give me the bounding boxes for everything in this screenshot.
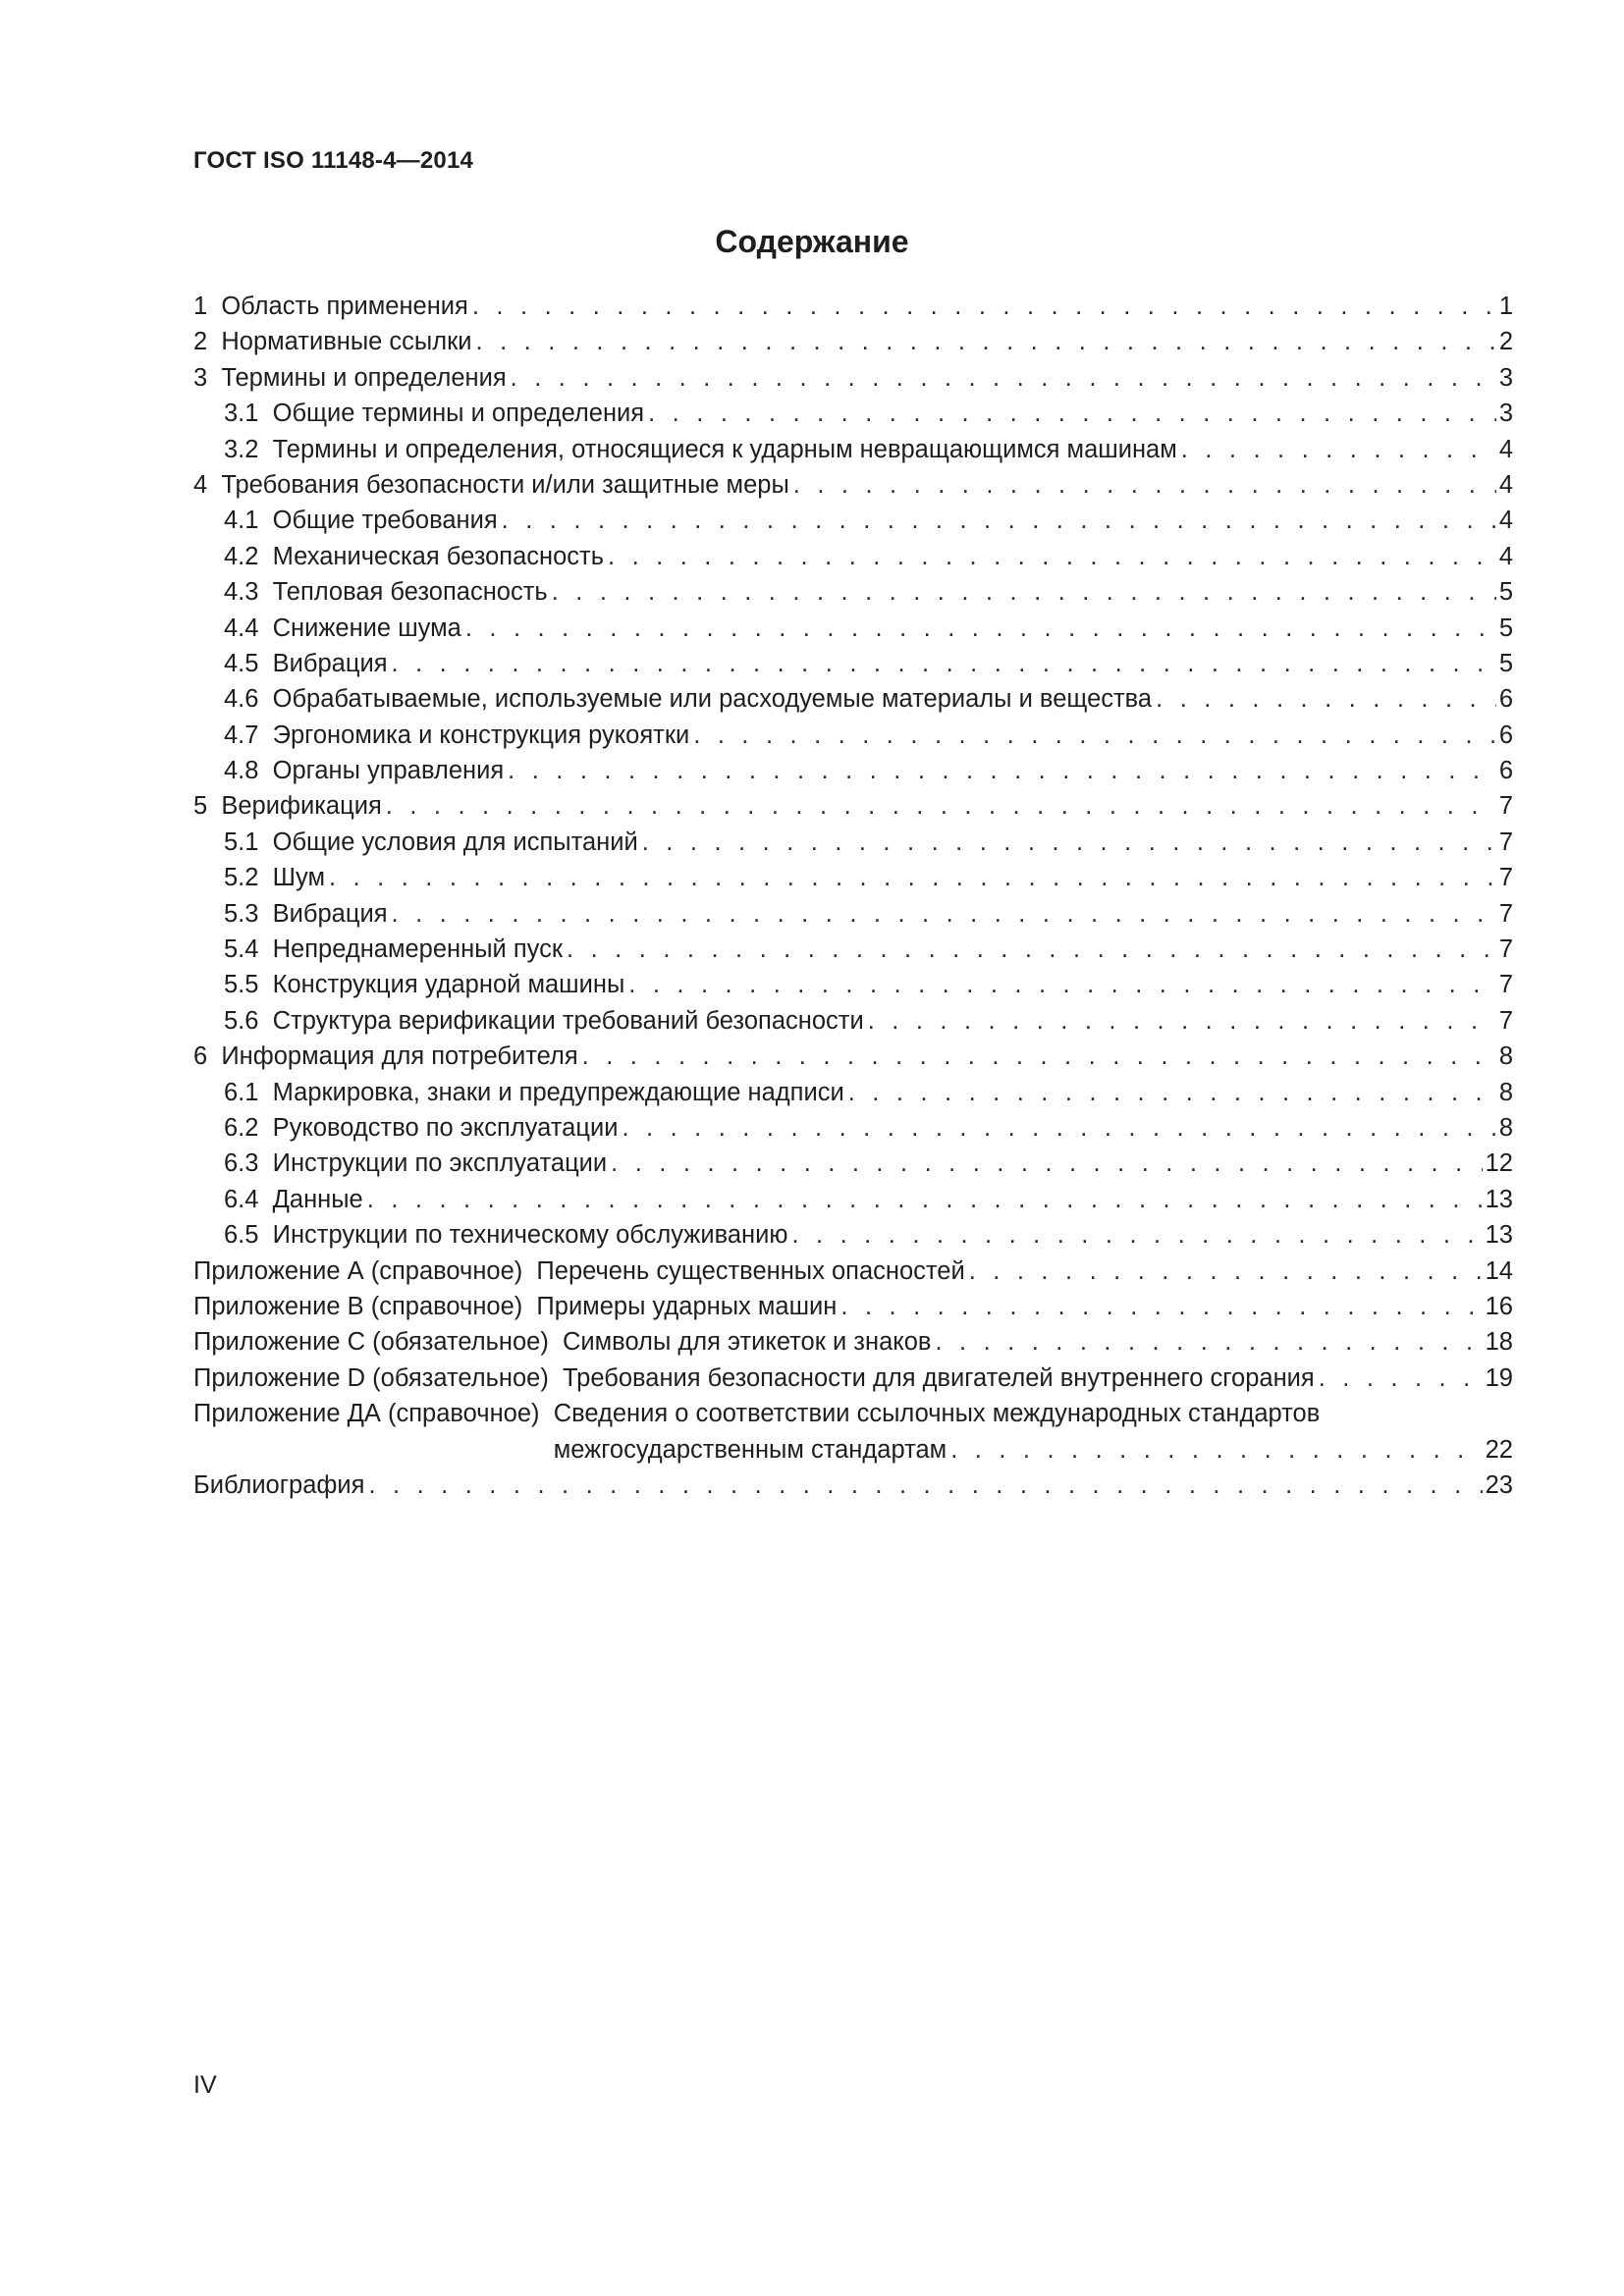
dot-leader	[648, 396, 1496, 431]
toc-entry[interactable]	[193, 1039, 1513, 1074]
toc-title: Содержание	[715, 224, 909, 259]
toc-entry-label: 6.3 Инструкции по эксплуатации	[224, 1149, 608, 1178]
toc-entry-page: 14	[1485, 1256, 1513, 1285]
toc-entry[interactable]	[193, 788, 1513, 824]
toc-entry-label: 6 Информация для потребителя	[193, 1042, 578, 1071]
toc-entry[interactable]	[193, 539, 1513, 574]
toc-entry-label: 4.3 Тепловая безопасность	[224, 578, 548, 607]
toc-entry[interactable]	[193, 860, 1513, 895]
dot-leader	[611, 1146, 1482, 1181]
toc-entry[interactable]	[193, 324, 1513, 359]
toc-entry-page: 13	[1485, 1221, 1513, 1250]
dot-leader	[582, 1039, 1496, 1074]
toc-entry-label: 4.5 Вибрация	[224, 649, 388, 677]
toc-entry-label: Приложение В (справочное) Примеры ударных машин	[193, 1292, 838, 1320]
toc-entry[interactable]	[193, 825, 1513, 860]
toc-entry[interactable]	[193, 1003, 1513, 1039]
toc-entry-page: 8	[1498, 1042, 1513, 1071]
toc-entry-label: 3 Термины и определения	[193, 363, 507, 392]
toc-entry[interactable]	[193, 360, 1513, 396]
toc-entry[interactable]	[193, 1182, 1513, 1217]
dot-leader	[791, 1217, 1482, 1253]
dot-leader	[935, 1324, 1482, 1360]
toc-entry-label: 5 Верификация	[193, 792, 382, 821]
dot-leader	[969, 1254, 1483, 1289]
toc-entry-page: 7	[1498, 971, 1513, 999]
toc-entry-page: 6	[1498, 721, 1513, 749]
document-code: ГОСТ ISO 11148-4—2014	[193, 147, 474, 174]
dot-leader	[868, 1003, 1496, 1039]
toc-entry-page: 22	[1485, 1435, 1513, 1464]
toc-entry[interactable]	[193, 1324, 1513, 1360]
dot-leader	[392, 646, 1496, 681]
toc-entry-label: 3.2 Термины и определения, относящиеся к ударным невращающимся машинам	[224, 435, 1177, 463]
toc-entry-page: 7	[1498, 1006, 1513, 1035]
toc-entry-label: 6.1 Маркировка, знаки и предупреждающие надписи	[224, 1078, 844, 1106]
dot-leader	[642, 825, 1496, 860]
dot-leader	[392, 896, 1496, 932]
dot-leader	[628, 967, 1496, 1002]
dot-leader	[508, 753, 1496, 788]
dot-leader	[1181, 432, 1496, 467]
dot-leader	[1156, 681, 1496, 717]
toc-entry[interactable]	[193, 396, 1513, 431]
toc-entry[interactable]	[193, 1361, 1513, 1396]
toc-entry-label: 4 Требования безопасности и/или защитные меры	[193, 470, 789, 499]
toc-entry[interactable]	[193, 611, 1513, 646]
toc-entry-label: 4.1 Общие требования	[224, 507, 498, 535]
toc-entry[interactable]	[193, 289, 1513, 324]
dot-leader	[465, 611, 1496, 646]
toc-entry[interactable]	[193, 1396, 1513, 1468]
toc-entry-page: 7	[1498, 935, 1513, 964]
dot-leader	[552, 574, 1496, 610]
dot-leader	[950, 1432, 1482, 1468]
toc-entry[interactable]	[193, 967, 1513, 1002]
toc-entry[interactable]	[193, 1217, 1513, 1253]
toc-entry-label: 5.3 Вибрация	[224, 899, 388, 928]
toc-entry-page: 5	[1498, 578, 1513, 607]
toc-entry[interactable]	[193, 932, 1513, 967]
toc-entry-label: 5.1 Общие условия для испытаний	[224, 828, 638, 856]
toc-entry[interactable]	[193, 1468, 1513, 1503]
toc-entry-page: 4	[1498, 542, 1513, 570]
dot-leader	[368, 1468, 1482, 1503]
toc-entry-page: 7	[1498, 864, 1513, 892]
toc-entry[interactable]	[193, 646, 1513, 681]
toc-entry-page: 7	[1498, 899, 1513, 928]
toc-entry-label: 4.6 Обрабатываемые, используемые или расходуемые материалы и вещества	[224, 685, 1153, 714]
dot-leader	[693, 718, 1496, 753]
dot-leader	[367, 1182, 1483, 1217]
toc-entry-page: 8	[1498, 1078, 1513, 1106]
toc-entry[interactable]	[193, 718, 1513, 753]
toc-entry-page: 3	[1498, 400, 1513, 428]
toc-entry[interactable]	[193, 503, 1513, 538]
dot-leader	[793, 467, 1496, 503]
toc-entry-label: 4.7 Эргономика и конструкция рукоятки	[224, 721, 690, 749]
toc-entry-label: 1 Область применения	[193, 293, 468, 320]
toc-entry-label: 6.4 Данные	[224, 1185, 363, 1213]
toc-entry-page: 6	[1498, 757, 1513, 785]
toc-entry-page: 6	[1498, 685, 1513, 714]
toc-entry-page: 8	[1498, 1113, 1513, 1142]
toc-entry-page: 3	[1498, 363, 1513, 392]
toc-entry-label: Приложение D (обязательное) Требования безопасности для двигателей внутреннего сгорания	[193, 1363, 1315, 1392]
toc-entry-label: 5.5 Конструкция ударной машины	[224, 971, 625, 999]
toc-entry-label: 4.2 Механическая безопасность	[224, 542, 604, 570]
toc-entry-page: 1	[1498, 293, 1513, 320]
toc-entry-label: 4.8 Органы управления	[224, 757, 505, 785]
toc-entry-label: 5.2 Шум	[224, 864, 325, 892]
toc-entry-label: 6.2 Руководство по эксплуатации	[224, 1113, 619, 1142]
toc-entry[interactable]	[193, 1075, 1513, 1110]
toc-entry-label: 2 Нормативные ссылки	[193, 328, 472, 356]
table-of-contents	[193, 289, 1513, 1503]
toc-entry-page: 12	[1485, 1149, 1513, 1178]
toc-entry-label-continued: межгосударственным стандартам	[553, 1435, 947, 1464]
dot-leader	[472, 289, 1496, 324]
toc-entry-page: 5	[1498, 649, 1513, 677]
toc-entry-label: 3.1 Общие термины и определения	[224, 400, 645, 428]
toc-entry-page: 23	[1485, 1470, 1513, 1499]
dot-leader	[502, 503, 1496, 538]
toc-entry-label: 5.6 Структура верификации требований безопасности	[224, 1006, 864, 1035]
toc-entry[interactable]	[193, 681, 1513, 717]
toc-entry[interactable]	[193, 432, 1513, 467]
toc-entry-page: 4	[1498, 507, 1513, 535]
toc-entry-page: 7	[1498, 828, 1513, 856]
toc-entry-label: Приложение А (справочное) Перечень существенных опасностей	[193, 1256, 965, 1285]
toc-entry-page: 16	[1485, 1292, 1513, 1320]
toc-entry[interactable]	[193, 1146, 1513, 1181]
dot-leader	[608, 539, 1496, 574]
toc-entry[interactable]	[193, 896, 1513, 932]
toc-entry-label: Приложение С (обязательное) Символы для этикеток и знаков	[193, 1328, 932, 1357]
dot-leader	[329, 860, 1496, 895]
dot-leader	[848, 1075, 1496, 1110]
toc-entry-label: 4.4 Снижение шума	[224, 614, 461, 642]
dot-leader	[840, 1289, 1482, 1324]
dot-leader	[511, 360, 1496, 396]
toc-entry-page: 19	[1485, 1363, 1513, 1392]
toc-entry[interactable]	[193, 467, 1513, 503]
toc-entry-label: 5.4 Непреднамеренный пуск	[224, 935, 564, 964]
toc-entry-page: 18	[1485, 1328, 1513, 1357]
dot-leader	[476, 324, 1496, 359]
toc-entry[interactable]	[193, 1289, 1513, 1324]
toc-entry[interactable]	[193, 574, 1513, 610]
toc-entry[interactable]	[193, 1254, 1513, 1289]
dot-leader	[567, 932, 1496, 967]
toc-entry-label: 6.5 Инструкции по техническому обслуживанию	[224, 1221, 788, 1250]
toc-entry-label: Библиография	[193, 1470, 365, 1499]
dot-leader	[622, 1110, 1495, 1146]
toc-entry-page: 13	[1485, 1185, 1513, 1213]
toc-entry-page: 4	[1498, 435, 1513, 463]
toc-entry[interactable]	[193, 1110, 1513, 1146]
page-number: IV	[193, 2071, 217, 2099]
dot-leader	[1319, 1361, 1483, 1396]
toc-entry-label: Приложение ДА (справочное) Сведения о соответствии ссылочных международных стандартов	[193, 1400, 1321, 1428]
toc-entry-page: 2	[1498, 328, 1513, 356]
dot-leader	[386, 788, 1496, 824]
toc-entry-page: 4	[1498, 470, 1513, 499]
toc-entry-page: 5	[1498, 614, 1513, 642]
toc-entry[interactable]	[193, 753, 1513, 788]
toc-entry-page: 7	[1498, 792, 1513, 821]
